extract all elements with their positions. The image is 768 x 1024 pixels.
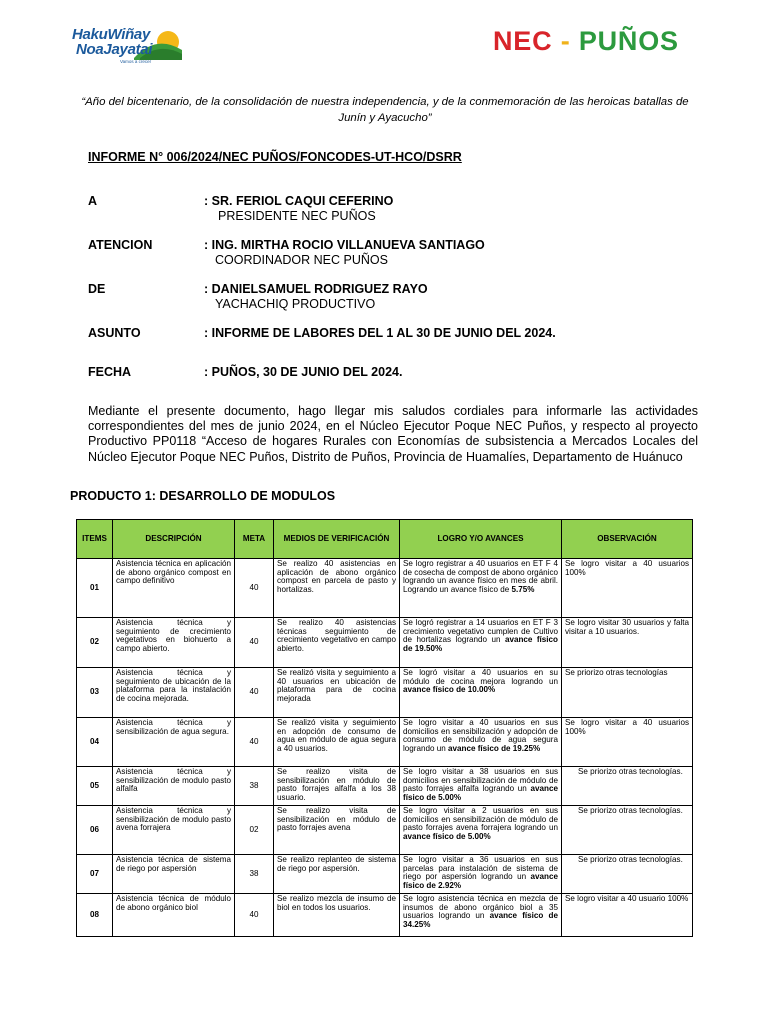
attention-value: : ING. MIRTHA ROCIO VILLANUEVA SANTIAGO — [204, 238, 485, 252]
cell-logro — [400, 618, 562, 668]
intro-paragraph: Mediante el presente documento, hago llegar mis saludos cordiales para informarle las actividades correspondientes del mes de junio 2024, en el Núcleo Ejecutor Poque NEC Puños, y respecto al proyecto Productivo PP0118 “Acceso de hogares Rurales con Economías de subsistencia a Mercados Locales del Núcleo Ejecutor Poque NEC Puños, Distrito de Puños, Provincia de Huamalíes, Departamento de Huánuco — [88, 404, 698, 464]
cell-item: 03 — [77, 668, 113, 718]
cell-item: 05 — [77, 767, 113, 806]
cell-description: Asistencia técnica y sensibilización de modulo pasto avena forrajera — [113, 806, 235, 855]
header-medios: MEDIOS DE VERIFICACIÓN — [274, 520, 400, 559]
cell-observacion: Se logro visitar a 40 usuarios 100% — [562, 559, 693, 618]
date-value: : PUÑOS, 30 DE JUNIO DEL 2024. — [204, 365, 403, 379]
cell-logro — [400, 855, 562, 894]
cell-logro — [400, 668, 562, 718]
header-logro: LOGRO Y/O AVANCES — [400, 520, 562, 559]
logro-text: Se logro registrar a 40 usuarios en ET F 4 de cosecha de compost de abono orgánico logrando un avance físico en mes de abril. Logrando un avance físico de — [403, 559, 558, 595]
haku-winay-logo — [70, 22, 190, 68]
attention-subtitle: COORDINADOR NEC PUÑOS — [215, 253, 388, 267]
cell-logro — [400, 559, 562, 618]
cell-logro — [400, 767, 562, 806]
cell-observacion: Se logro visitar a 40 usuario 100% — [562, 894, 693, 937]
cell-description: Asistencia técnica y seguimiento de ubicación de la plataforma para la instalación de cocina mejorada. — [113, 668, 235, 718]
logro-avance: avance físico de 34.25% — [403, 911, 558, 930]
cell-item: 01 — [77, 559, 113, 618]
product-title: PRODUCTO 1: DESARROLLO DE MODULOS — [70, 489, 336, 503]
cell-description: Asistencia técnica de módulo de abono orgánico biol — [113, 894, 235, 937]
cell-observacion: Se logro visitar a 40 usuarios 100% — [562, 718, 693, 767]
header-observacion: OBSERVACIÓN — [562, 520, 693, 559]
cell-logro — [400, 718, 562, 767]
table-header-row — [77, 520, 693, 559]
from-subtitle: YACHACHIQ PRODUCTIVO — [215, 297, 376, 311]
cell-meta: 40 — [235, 668, 274, 718]
logro-avance: avance físico de 5.00% — [403, 784, 558, 803]
cell-meta: 40 — [235, 718, 274, 767]
year-motto: “Año del bicentenario, de la consolidación de nuestra independencia, y de la conmemoración de las heroicas batallas de Junín y Ayacucho” — [81, 96, 689, 124]
nec-heading-right: PUÑOS — [578, 26, 679, 56]
date-label: FECHA — [88, 365, 132, 379]
cell-observacion: Se priorizo otras tecnologías. — [562, 806, 693, 855]
to-subtitle: PRESIDENTE NEC PUÑOS — [218, 209, 376, 223]
logro-text: Se logro asistencia técnica en mezcla de insumos de abono orgánico biol a 35 usuarios logrando un — [403, 894, 558, 921]
table-row — [77, 668, 693, 718]
cell-item: 04 — [77, 718, 113, 767]
to-value: : SR. FERIOL CAQUI CEFERINO — [204, 194, 394, 208]
cell-description: Asistencia técnica en aplicación de abono orgánico compost en campo definitivo — [113, 559, 235, 618]
cell-medios: Se realizo 40 asistencias técnicas seguimiento de crecimiento vegetativo en campo abierto. — [274, 618, 400, 668]
logro-text: Se logro visitar a 38 usuarios en sus domicilios en sensibilización de módulo de pasto forrajes alfalfa logrando un — [403, 767, 558, 794]
cell-observacion: Se priorizo otras tecnologías. — [562, 767, 693, 806]
nec-heading — [493, 26, 679, 57]
cell-description: Asistencia técnica y sensibilización de modulo pasto alfalfa — [113, 767, 235, 806]
cell-observacion: Se priorizo otras tecnologías — [562, 668, 693, 718]
cell-meta: 38 — [235, 855, 274, 894]
cell-meta: 40 — [235, 618, 274, 668]
cell-description: Asistencia técnica y seguimiento de crecimiento vegetativos en biohuerto a campo abierto. — [113, 618, 235, 668]
subject-value: : INFORME DE LABORES DEL 1 AL 30 DE JUNIO DEL 2024. — [204, 326, 556, 340]
logro-text: Se logró visitar a 40 usuarios en su módulo de cocina mejora logrando un — [403, 668, 558, 686]
cell-medios: Se realizo replanteo de sistema de riego por aspersión. — [274, 855, 400, 894]
table-row — [77, 618, 693, 668]
cell-medios: Se realizo visita de sensibilización en módulo de pasto forrajes avena — [274, 806, 400, 855]
logo-text-line1: HakuWiñay — [72, 26, 151, 43]
table-row — [77, 767, 693, 806]
nec-heading-dash: - — [560, 26, 571, 56]
cell-medios: Se realizo visita de sensibilización en módulo de pasto forrajes alfalfa a los 38 usuario. — [274, 767, 400, 806]
logro-text: Se logró registrar a 14 usuarios en ET F 3 crecimiento vegetativo cumplen de Cultivo de hortalizas logrando un — [403, 618, 558, 645]
activities-table — [76, 519, 693, 937]
header-items: ITEMS — [77, 520, 113, 559]
cell-logro — [400, 894, 562, 937]
cell-medios: Se realizo 40 asistencias en aplicación de abono orgánico compost en parcela de pasto y hortalizas. — [274, 559, 400, 618]
cell-medios: Se realizo mezcla de insumo de biol en todos los usuarios. — [274, 894, 400, 937]
report-title: INFORME N° 006/2024/NEC PUÑOS/FONCODES-UT-HCO/DSRR — [88, 150, 462, 164]
logro-avance: 5.75% — [511, 585, 535, 595]
table-row — [77, 718, 693, 767]
logro-text: Se logro visitar a 2 usuarios en sus domicilios en sensibilización de módulo de pasto forrajes avena forrajera logrando un — [403, 806, 558, 833]
header-description: DESCRIPCIÓN — [113, 520, 235, 559]
logro-text: Se logro visitar a 36 usuarios en sus parcelas para instalación de sistema de riego por aspersión logrando un — [403, 855, 558, 882]
table-row — [77, 806, 693, 855]
cell-meta: 40 — [235, 559, 274, 618]
logro-avance: avance físico de 19.25% — [448, 744, 541, 754]
cell-description: Asistencia técnica y sensibilización de agua segura. — [113, 718, 235, 767]
logro-avance: avance físico de 10.00% — [403, 685, 496, 695]
logro-avance: avance físico de 2.92% — [403, 872, 558, 891]
cell-item: 07 — [77, 855, 113, 894]
cell-meta: 38 — [235, 767, 274, 806]
cell-item: 08 — [77, 894, 113, 937]
attention-label: ATENCION — [88, 238, 153, 252]
table-row — [77, 894, 693, 937]
table-row — [77, 559, 693, 618]
logro-text: Se logro visitar a 40 usuarios en sus domicilios en sensibilización y adopción de consumo de módulo de agua segura logrando un — [403, 718, 558, 754]
logro-avance: avance físico de 5.00% — [403, 832, 491, 842]
logo-text-line2: NoaJayatai — [76, 41, 153, 58]
to-label: A — [88, 194, 98, 208]
cell-logro — [400, 806, 562, 855]
header-meta: META — [235, 520, 274, 559]
table-row — [77, 855, 693, 894]
nec-heading-left: NEC — [493, 26, 553, 56]
subject-label: ASUNTO — [88, 326, 141, 340]
logro-avance: avance físico de 19.50% — [403, 635, 558, 654]
cell-observacion: Se logro visitar 30 usuarios y falta visitar a 10 usuarios. — [562, 618, 693, 668]
logo-tagline: Vamos a crecer — [120, 59, 152, 64]
cell-item: 06 — [77, 806, 113, 855]
from-label: DE — [88, 282, 106, 296]
cell-description: Asistencia técnica de sistema de riego por aspersión — [113, 855, 235, 894]
cell-meta: 02 — [235, 806, 274, 855]
cell-meta: 40 — [235, 894, 274, 937]
cell-observacion: Se priorizo otras tecnologías. — [562, 855, 693, 894]
from-value: : DANIELSAMUEL RODRIGUEZ RAYO — [204, 282, 428, 296]
cell-medios: Se realizó visita y seguimiento a 40 usuarios en ubicación de plataforma para de cocina mejorada — [274, 668, 400, 718]
cell-item: 02 — [77, 618, 113, 668]
cell-medios: Se realizó visita y seguimiento en adopción de consumo de agua en módulo de agua segura a 40 usuarios. — [274, 718, 400, 767]
